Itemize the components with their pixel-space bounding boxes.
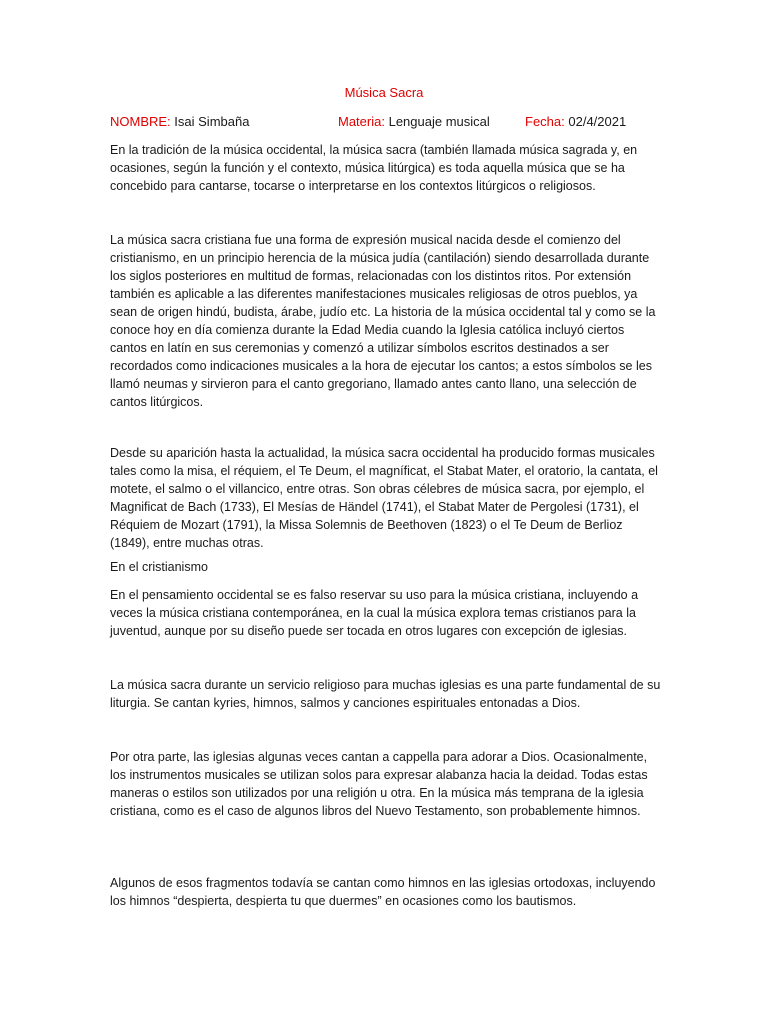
nombre-value: Isai Simbaña: [174, 114, 250, 129]
fecha-value: 02/4/2021: [568, 114, 627, 129]
paragraph-orthodox: Algunos de esos fragmentos todavía se cantan como himnos en las iglesias ortodoxas, incluyendo los himnos “despierta, despierta tu que duermes” en ocasiones como los bautismos.: [110, 876, 656, 908]
document-header-info: [110, 114, 670, 132]
subject-field: [338, 114, 490, 129]
paragraph-western-thought: En el pensamiento occidental se es falso reservar su uso para la música cristiana, incluyendo a veces la música cristiana contemporánea, en la cual la música explora temas cristianos para la juventud, aunque por su diseño puede ser tocada en otros lugares con excepción de iglesias.: [110, 588, 639, 638]
date-field: [525, 114, 626, 129]
section-heading-cristianismo: En el cristianismo: [110, 560, 208, 574]
paragraph-history: La música sacra cristiana fue una forma de expresión musical nacida desde el comienzo del cristianismo, en un principio herencia de la música judía (cantilación) siendo desarrollada durante los siglos posteriores en multitud de formas, relacionadas con los distintos ritos. Por extensión también es aplicable a las diferentes manifestaciones musicales religiosas de otros pueblos, ya sean de origen hindú, budista, árabe, judío etc. La historia de la música occidental tal y como se la conoce hoy en día comienza durante la Edad Media cuando la Iglesia católica incluyó ciertos cantos en latín en sus ceremonias y comenzó a utilizar símbolos escritos destinados a ser recordados como indicaciones musicales a la hora de ejecutar los cantos; a estos símbolos se les llamó neumas y sirvieron para el canto gregoriano, llamado antes canto llano, una selección de cantos litúrgicos.: [110, 233, 656, 409]
paragraph-liturgy: La música sacra durante un servicio religioso para muchas iglesias es una parte fundamental de su liturgia. Se cantan kyries, himnos, salmos y canciones espirituales entonadas a Dios.: [110, 678, 661, 710]
materia-value: Lenguaje musical: [388, 114, 490, 129]
document-title: Música Sacra: [344, 85, 424, 100]
materia-label: Materia:: [338, 114, 385, 129]
paragraph-a-cappella: Por otra parte, las iglesias algunas veces cantan a cappella para adorar a Dios. Ocasionalmente, los instrumentos musicales se utilizan solos para expresar alabanza hacia la deidad. Todas estas maneras o estilos son utilizados por una religión u otra. En la música más temprana de la iglesia cristiana, como es el caso de algunos libros del Nuevo Testamento, son probablemente himnos.: [110, 750, 648, 818]
nombre-label: NOMBRE:: [110, 114, 171, 129]
paragraph-forms: Desde su aparición hasta la actualidad, la música sacra occidental ha producido formas musicales tales como la misa, el réquiem, el Te Deum, el magníficat, el Stabat Mater, el oratorio, la cantata, el motete, el salmo o el villancico, entre otras. Son obras célebres de música sacra, por ejemplo, el Magnificat de Bach (1733), El Mesías de Händel (1741), el Stabat Mater de Pergolesi (1731), el Réquiem de Mozart (1791), la Missa Solemnis de Beethoven (1823) o el Te Deum de Berlioz (1849), entre muchas otras.: [110, 446, 658, 550]
fecha-label: Fecha:: [525, 114, 565, 129]
student-name-field: [110, 114, 249, 129]
paragraph-intro: En la tradición de la música occidental, la música sacra (también llamada música sagrada y, en ocasiones, según la función y el contexto, música litúrgica) es toda aquella música que se ha concebido para cantarse, tocarse o interpretarse en los contextos litúrgicos o religiosos.: [110, 143, 638, 193]
